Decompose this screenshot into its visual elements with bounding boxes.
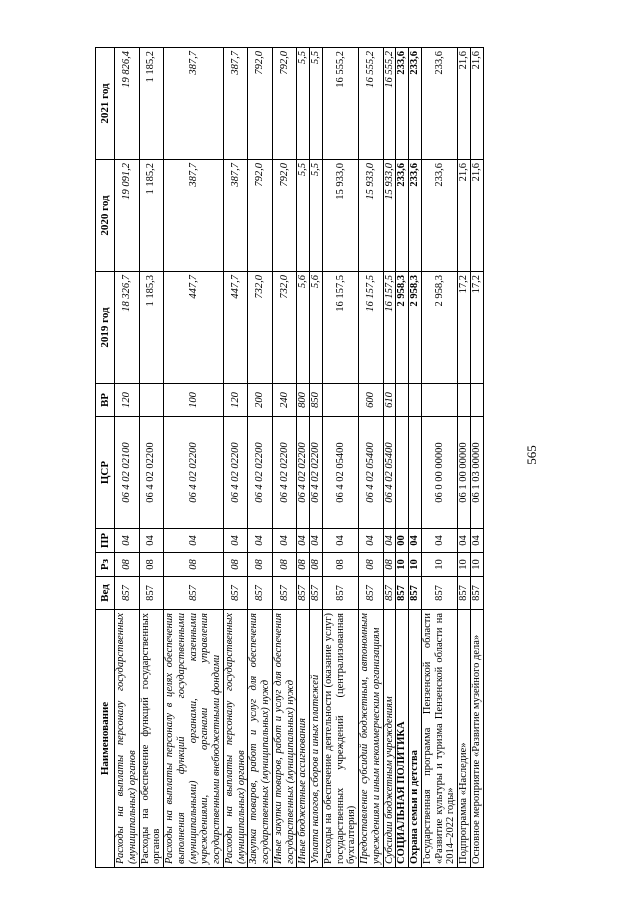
- row-value-2020: 5,5: [310, 160, 323, 272]
- table-row: [223, 48, 248, 868]
- row-rz: 08: [359, 553, 384, 577]
- row-value-2019: 1 185,3: [139, 272, 164, 384]
- row-vr: 850: [310, 384, 323, 417]
- row-csr: 06 4 02 02200: [297, 417, 310, 529]
- row-value-2021: 233,6: [421, 48, 457, 160]
- row-name: Расходы на выплаты персоналу в целях обеспечения выполнения функций государственными (муниципальными) органами, казенными учреждениями, органами управления государственными внебюджетными фондами: [164, 610, 224, 868]
- row-value-2019: 732,0: [272, 272, 297, 384]
- row-vr: [470, 384, 483, 417]
- row-csr: 06 4 02 02200: [164, 417, 224, 529]
- table-row: [409, 48, 422, 868]
- row-ved: 857: [409, 577, 422, 610]
- row-csr: 06 4 02 02100: [115, 417, 140, 529]
- row-name: Субсидии бюджетным учреждениям: [383, 610, 396, 868]
- row-ved: 857: [396, 577, 409, 610]
- row-value-2021: 387,7: [164, 48, 224, 160]
- row-csr: 06 4 02 05400: [322, 417, 358, 529]
- table-row: [470, 48, 483, 868]
- row-ved: 857: [223, 577, 248, 610]
- row-csr: 06 4 02 05400: [383, 417, 396, 529]
- table-row: [248, 48, 273, 868]
- table-body: [115, 48, 484, 868]
- table-row: [322, 48, 358, 868]
- row-value-2020: 15 933,0: [383, 160, 396, 272]
- row-ved: 857: [383, 577, 396, 610]
- row-rz: 08: [272, 553, 297, 577]
- row-csr: 06 1 03 00000: [470, 417, 483, 529]
- row-csr: 06 4 02 02200: [139, 417, 164, 529]
- row-vr: [396, 384, 409, 417]
- row-ved: 857: [310, 577, 323, 610]
- row-pr: 04: [164, 529, 224, 553]
- row-rz: 08: [115, 553, 140, 577]
- row-vr: [409, 384, 422, 417]
- row-pr: 04: [409, 529, 422, 553]
- row-ved: 857: [272, 577, 297, 610]
- row-vr: 120: [115, 384, 140, 417]
- row-name: Предоставление субсидий бюджетным, автономным учреждениям и иным некоммерческим организациям: [359, 610, 384, 868]
- row-ved: 857: [421, 577, 457, 610]
- row-pr: 04: [421, 529, 457, 553]
- header-2021: 2021 год: [96, 48, 115, 160]
- row-rz: 08: [139, 553, 164, 577]
- header-csr: ЦСР: [96, 417, 115, 529]
- row-value-2019: 17,2: [458, 272, 471, 384]
- row-name: СОЦИАЛЬНАЯ ПОЛИТИКА: [396, 610, 409, 868]
- row-name: Иные закупки товаров, работ и услуг для обеспечения государственных (муниципальных) нужд: [272, 610, 297, 868]
- row-value-2020: 387,7: [223, 160, 248, 272]
- table-row: [164, 48, 224, 868]
- row-name: Охрана семьи и детства: [409, 610, 422, 868]
- row-name: Подпрограмма «Наследие»: [458, 610, 471, 868]
- row-name: Расходы на выплаты персоналу государственных (муниципальных) органов: [223, 610, 248, 868]
- row-value-2020: 1 185,2: [139, 160, 164, 272]
- row-ved: 857: [359, 577, 384, 610]
- row-name: Государственная программа Пензенской области «Развитие культуры и туризма Пензенской области на 2014–2022 годы»: [421, 610, 457, 868]
- row-value-2021: 16 555,2: [383, 48, 396, 160]
- table-row: [310, 48, 323, 868]
- row-value-2019: 447,7: [164, 272, 224, 384]
- rotated-page-area: [95, 48, 545, 868]
- row-value-2019: 5,6: [310, 272, 323, 384]
- row-value-2021: 1 185,2: [139, 48, 164, 160]
- row-value-2020: 233,6: [421, 160, 457, 272]
- row-value-2020: 233,6: [396, 160, 409, 272]
- row-pr: 04: [297, 529, 310, 553]
- row-csr: 06 4 02 02200: [272, 417, 297, 529]
- row-rz: 08: [223, 553, 248, 577]
- row-value-2020: 792,0: [272, 160, 297, 272]
- row-csr: 06 4 02 02200: [223, 417, 248, 529]
- header-2020: 2020 год: [96, 160, 115, 272]
- row-value-2021: 16 555,2: [322, 48, 358, 160]
- row-value-2021: 5,5: [297, 48, 310, 160]
- table-row: [383, 48, 396, 868]
- row-value-2021: 233,6: [396, 48, 409, 160]
- row-pr: 04: [322, 529, 358, 553]
- row-vr: 100: [164, 384, 224, 417]
- row-pr: 04: [139, 529, 164, 553]
- header-ved: Вед: [96, 577, 115, 610]
- row-vr: 120: [223, 384, 248, 417]
- row-value-2019: 16 157,5: [383, 272, 396, 384]
- row-rz: 10: [421, 553, 457, 577]
- row-value-2021: 792,0: [272, 48, 297, 160]
- row-pr: 04: [310, 529, 323, 553]
- row-rz: 08: [322, 553, 358, 577]
- row-value-2020: 15 933,0: [322, 160, 358, 272]
- table-row: [458, 48, 471, 868]
- row-value-2019: 2 958,3: [421, 272, 457, 384]
- row-vr: [421, 384, 457, 417]
- row-rz: 08: [310, 553, 323, 577]
- row-value-2020: 21,6: [458, 160, 471, 272]
- header-rz: Рз: [96, 553, 115, 577]
- row-csr: 06 4 02 02200: [248, 417, 273, 529]
- row-name: Уплата налогов, сборов и иных платежей: [310, 610, 323, 868]
- row-vr: 610: [383, 384, 396, 417]
- row-value-2020: 21,6: [470, 160, 483, 272]
- row-value-2020: 15 933,0: [359, 160, 384, 272]
- row-csr: 06 0 00 00000: [421, 417, 457, 529]
- row-name: Расходы на обеспечение функций государственных органов: [139, 610, 164, 868]
- row-ved: 857: [248, 577, 273, 610]
- row-csr: [396, 417, 409, 529]
- row-csr: [409, 417, 422, 529]
- row-name: Закупка товаров, работ и услуг для обеспечения государственных (муниципальных) нужд: [248, 610, 273, 868]
- row-value-2021: 21,6: [458, 48, 471, 160]
- row-pr: 04: [383, 529, 396, 553]
- table-row: [139, 48, 164, 868]
- row-pr: 04: [115, 529, 140, 553]
- row-pr: 04: [458, 529, 471, 553]
- row-value-2021: 233,6: [409, 48, 422, 160]
- table-row: [272, 48, 297, 868]
- table-row: [396, 48, 409, 868]
- row-value-2021: 19 826,4: [115, 48, 140, 160]
- row-value-2019: 732,0: [248, 272, 273, 384]
- header-2019: 2019 год: [96, 272, 115, 384]
- row-rz: 10: [409, 553, 422, 577]
- header-pr: ПР: [96, 529, 115, 553]
- row-vr: [139, 384, 164, 417]
- row-vr: [458, 384, 471, 417]
- row-rz: 08: [297, 553, 310, 577]
- row-pr: 04: [359, 529, 384, 553]
- row-value-2020: 233,6: [409, 160, 422, 272]
- row-value-2020: 387,7: [164, 160, 224, 272]
- row-value-2019: 2 958,3: [409, 272, 422, 384]
- row-rz: 08: [383, 553, 396, 577]
- header-vr: ВР: [96, 384, 115, 417]
- row-value-2020: 5,5: [297, 160, 310, 272]
- row-value-2019: 447,7: [223, 272, 248, 384]
- row-ved: 857: [139, 577, 164, 610]
- row-pr: 04: [248, 529, 273, 553]
- row-name: Иные бюджетные ассигнования: [297, 610, 310, 868]
- row-rz: 10: [458, 553, 471, 577]
- page-number: 565: [523, 445, 539, 465]
- row-vr: 200: [248, 384, 273, 417]
- row-value-2021: 387,7: [223, 48, 248, 160]
- row-pr: 04: [470, 529, 483, 553]
- row-name: Расходы на выплаты персоналу государственных (муниципальных) органов: [115, 610, 140, 868]
- row-csr: 06 1 00 00000: [458, 417, 471, 529]
- row-pr: 00: [396, 529, 409, 553]
- table-row: [297, 48, 310, 868]
- row-rz: 10: [396, 553, 409, 577]
- table-row: [359, 48, 384, 868]
- row-value-2019: 16 157,5: [322, 272, 358, 384]
- row-csr: 06 4 02 02200: [310, 417, 323, 529]
- row-vr: 600: [359, 384, 384, 417]
- row-pr: 04: [223, 529, 248, 553]
- row-value-2019: 17,2: [470, 272, 483, 384]
- budget-table: [95, 47, 484, 868]
- row-ved: 857: [164, 577, 224, 610]
- row-name: Основное мероприятие «Развитие музейного дела»: [470, 610, 483, 868]
- row-vr: 240: [272, 384, 297, 417]
- row-rz: 08: [164, 553, 224, 577]
- table-container: [95, 48, 545, 868]
- row-value-2020: 792,0: [248, 160, 273, 272]
- row-value-2019: 5,6: [297, 272, 310, 384]
- row-name: Расходы на обеспечение деятельности (оказание услуг) государственных учреждений (централизованная бухгалтерия): [322, 610, 358, 868]
- row-rz: 10: [470, 553, 483, 577]
- row-ved: 857: [458, 577, 471, 610]
- table-row: [115, 48, 140, 868]
- row-pr: 04: [272, 529, 297, 553]
- row-vr: 800: [297, 384, 310, 417]
- row-vr: [322, 384, 358, 417]
- row-value-2021: 792,0: [248, 48, 273, 160]
- row-value-2021: 5,5: [310, 48, 323, 160]
- row-ved: 857: [297, 577, 310, 610]
- header-name: Наименование: [96, 610, 115, 868]
- table-row: [421, 48, 457, 868]
- row-ved: 857: [115, 577, 140, 610]
- row-value-2020: 19 091,2: [115, 160, 140, 272]
- row-ved: 857: [322, 577, 358, 610]
- row-csr: 06 4 02 05400: [359, 417, 384, 529]
- row-value-2021: 16 555,2: [359, 48, 384, 160]
- row-ved: 857: [470, 577, 483, 610]
- row-value-2019: 16 157,5: [359, 272, 384, 384]
- row-value-2021: 21,6: [470, 48, 483, 160]
- row-rz: 08: [248, 553, 273, 577]
- row-value-2019: 2 958,3: [396, 272, 409, 384]
- row-value-2019: 18 326,7: [115, 272, 140, 384]
- table-header-row: [96, 48, 115, 868]
